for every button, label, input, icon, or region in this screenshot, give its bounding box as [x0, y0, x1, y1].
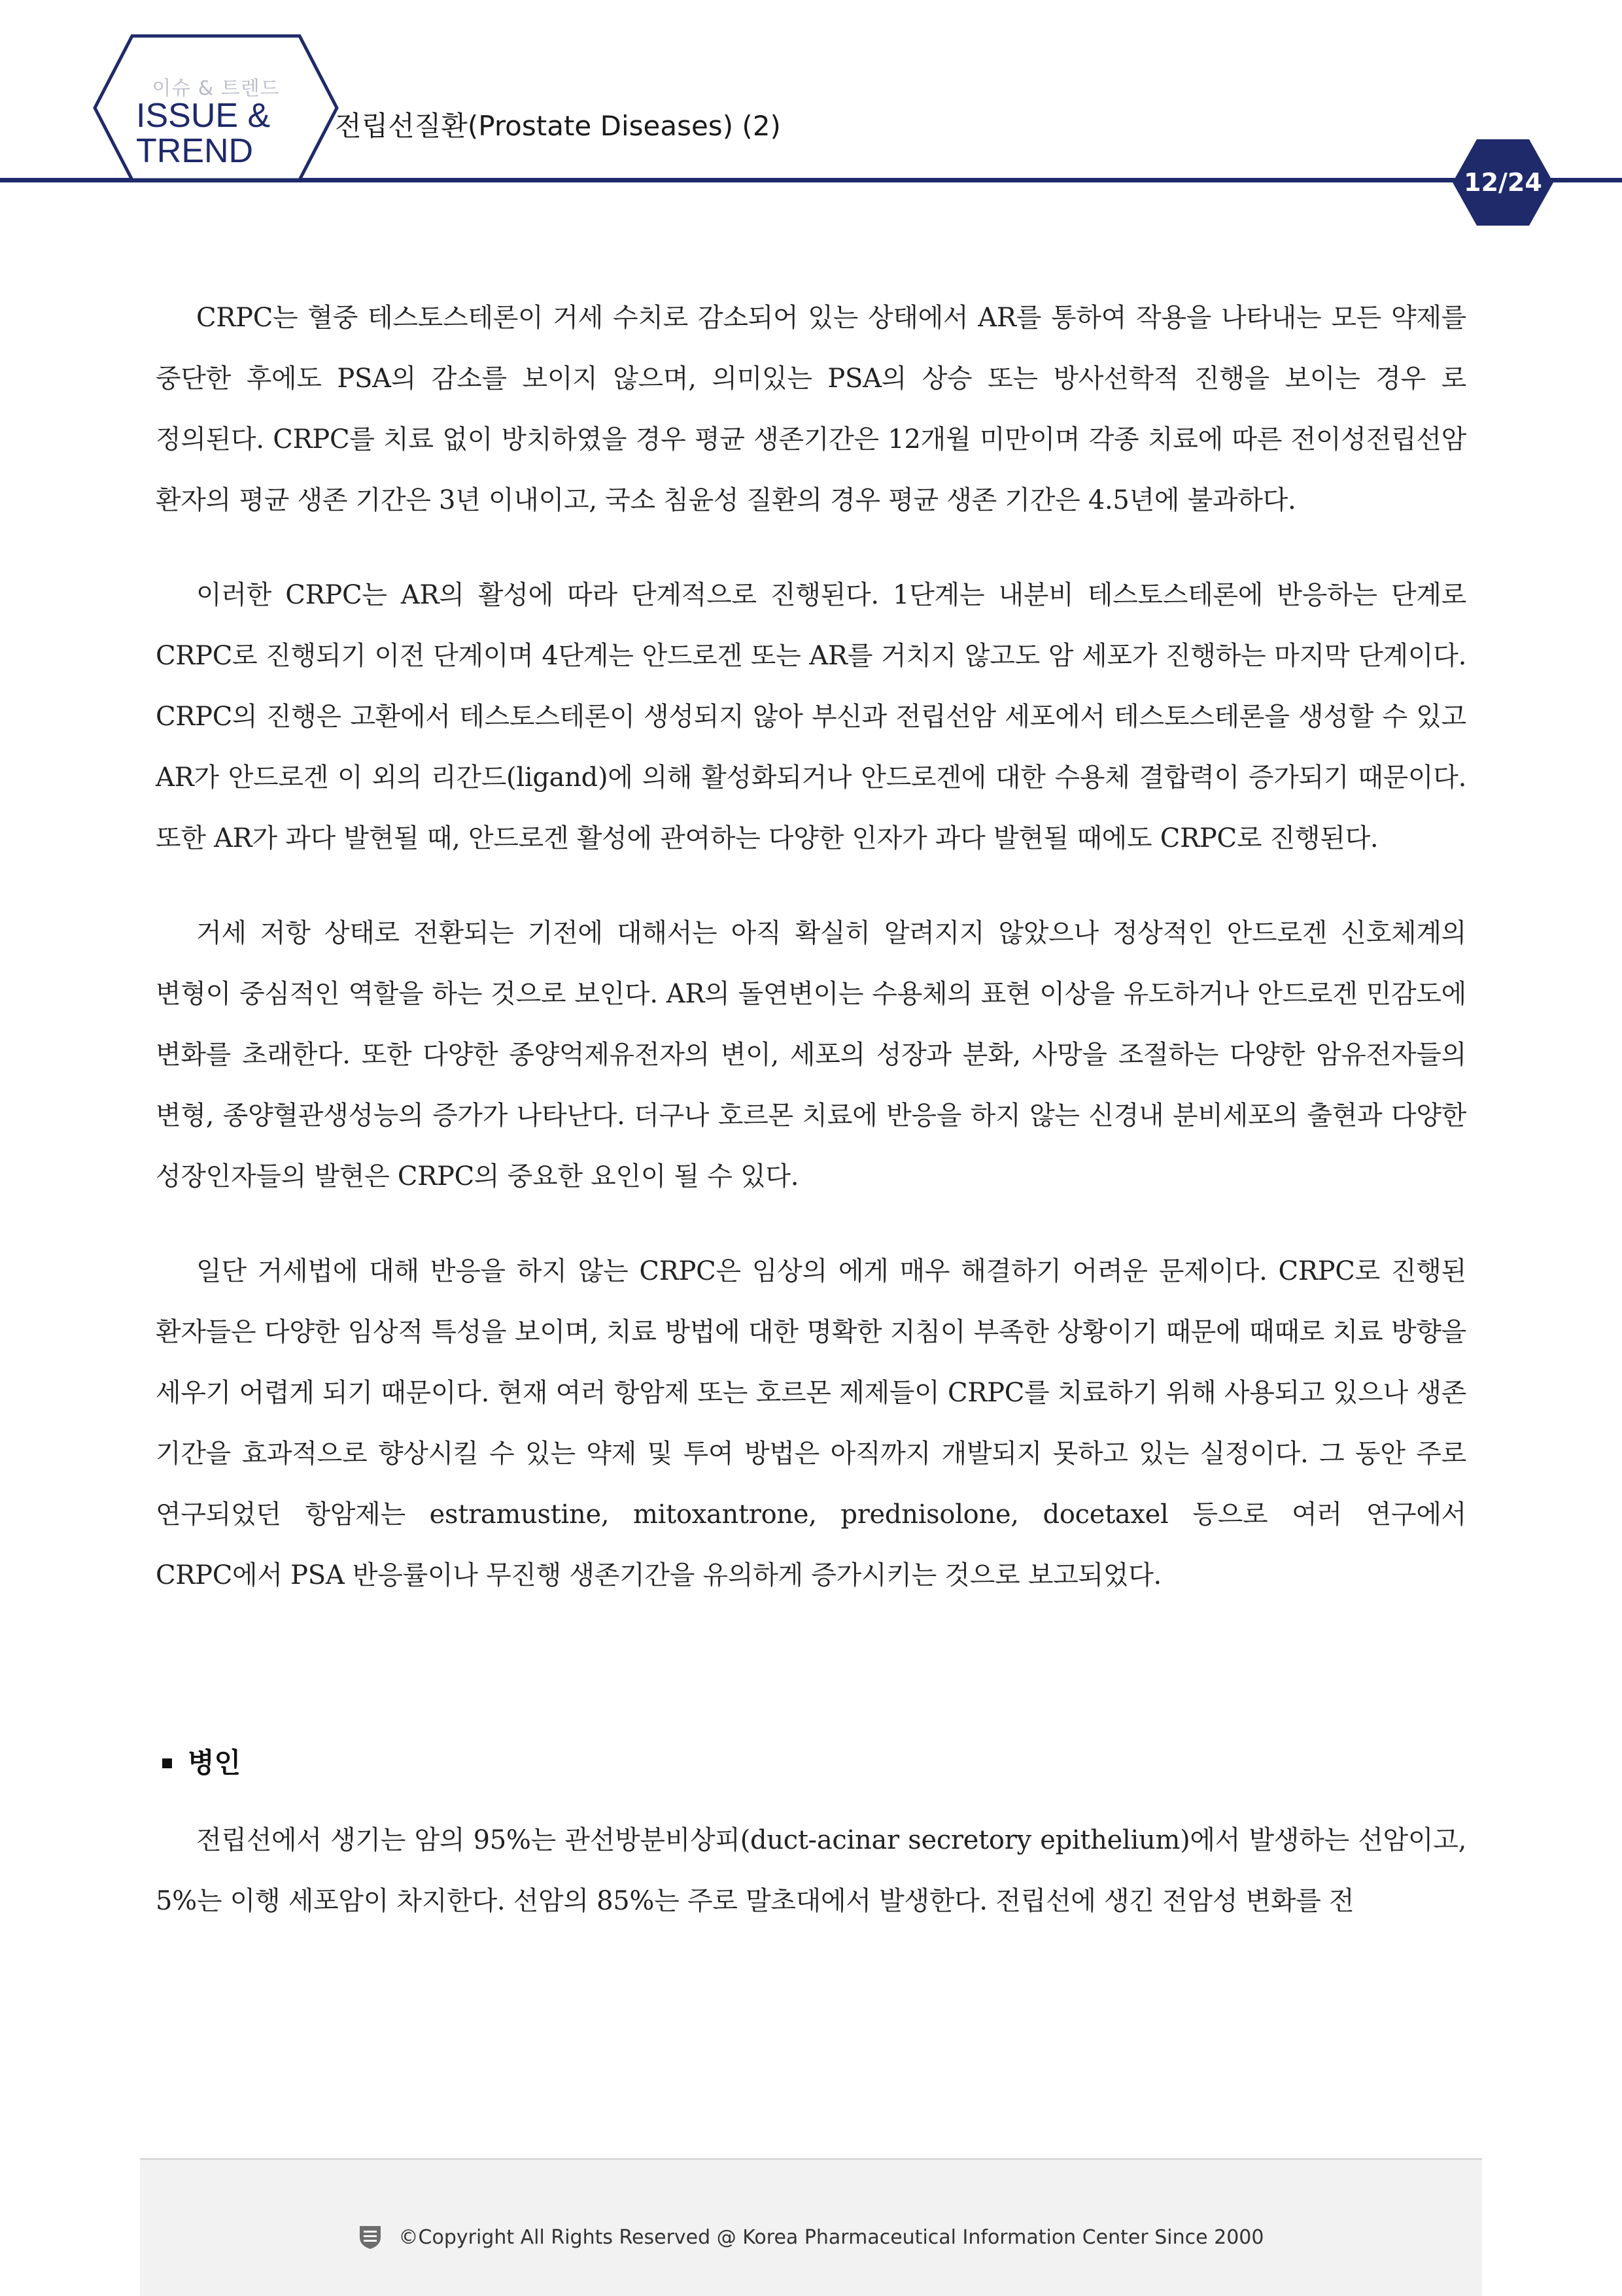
section-paragraph: 전립선에서 생기는 암의 95%는 관선방분비상피(duct-acinar secretory epithelium)에서 발생하는 선암이고, 5%는 이행 세포암이 차지한다. 선암의 85%는 주로 말초대에서 발생한다. 전립선에 생긴 전암성 변화를 전	[156, 1825, 1466, 1916]
paragraph-2: 이러한 CRPC는 AR의 활성에 따라 단계적으로 진행된다. 1단계는 내분비 테스토스테론에 반응하는 단계로 CRPC로 진행되기 이전 단계이며 4단계는 안드로겐 또는 AR를 거치지 않고도 암 세포가 진행하는 마지막 단계이다. CRPC의 진행은 고환에서 테스토스테론이 생성되지 않아 부신과 전립선암 세포에서 테스토스테론을 생성할 수 있고 AR가 안드로겐 이 외의 리간드(ligand)에 의해 활성화되거나 안드로겐에 대한 수용체 결합력이 증가되기 때문이다. 또한 AR가 과다 발현될 때, 안드로겐 활성에 관여하는 다양한 인자가 과다 발현될 때에도 CRPC로 진행된다.	[156, 580, 1466, 853]
page-number-badge	[1451, 137, 1555, 228]
badge-subtitle: 이슈 & 트렌드	[152, 77, 280, 100]
square-bullet-icon	[162, 1758, 172, 1768]
paragraph-3: 거세 저항 상태로 전환되는 기전에 대해서는 아직 확실히 알려지지 않았으나 정상적인 안드로겐 신호체계의 변형이 중심적인 역할을 하는 것으로 보인다. AR의 돌연변이는 수용체의 표현 이상을 유도하거나 안드로겐 민감도에 변화를 초래한다. 또한 다양한 종양억제유전자의 변이, 세포의 성장과 분화, 사망을 조절하는 다양한 암유전자들의 변형, 종양혈관생성능의 증가가 나타난다. 더구나 호르몬 치료에 반응을 하지 않는 신경내 분비세포의 출현과 다양한 성장인자들의 발현은 CRPC의 중요한 요인이 될 수 있다.	[156, 918, 1466, 1191]
badge-title-line1: ISSUE &	[136, 97, 271, 135]
page-number: 12/24	[1464, 168, 1542, 197]
section-heading	[156, 1743, 1466, 1783]
article-body	[156, 288, 1466, 1966]
issue-trend-badge	[92, 33, 340, 183]
shield-logo-icon	[358, 2224, 382, 2250]
copyright-text: ©Copyright All Rights Reserved @ Korea Pharmaceutical Information Center Since 2000	[398, 2225, 1264, 2249]
badge-title-line2: TREND	[136, 132, 254, 170]
footer-content	[140, 2224, 1482, 2250]
paragraph-4: 일단 거세법에 대해 반응을 하지 않는 CRPC은 임상의 에게 매우 해결하기 어려운 문제이다. CRPC로 진행된 환자들은 다양한 임상적 특성을 보이며, 치료 방법에 대한 명확한 지침이 부족한 상황이기 때문에 때때로 치료 방향을 세우기 어렵게 되기 때문이다. 현재 여러 항암제 또는 호르몬 제제들이 CRPC를 치료하기 위해 사용되고 있으나 생존 기간을 효과적으로 향상시킬 수 있는 약제 및 투여 방법은 아직까지 개발되지 못하고 있는 실정이다. 그 동안 주로 연구되었던 항암제는 estramustine, mitoxantrone, prednisolone, docetaxel 등으로 여러 연구에서 CRPC에서 PSA 반응률이나 무진행 생존기간을 유의하게 증가시키는 것으로 보고되었다.	[156, 1256, 1466, 1590]
badge-title	[131, 98, 306, 169]
page-title: 전립선질환(Prostate Diseases) (2)	[335, 110, 781, 142]
section-heading-text: 병인	[188, 1747, 241, 1779]
paragraph-1: CRPC는 혈중 테스토스테론이 거세 수치로 감소되어 있는 상태에서 AR를 통하여 작용을 나타내는 모든 약제를 중단한 후에도 PSA의 감소를 보이지 않으며, 의미있는 PSA의 상승 또는 방사선학적 진행을 보이는 경우 로 정의된다. CRPC를 치료 없이 방치하였을 경우 평균 생존기간은 12개월 미만이며 각종 치료에 따른 전이성전립선암 환자의 평균 생존 기간은 3년 이내이고, 국소 침윤성 질환의 경우 평균 생존 기간은 4.5년에 불과하다.	[156, 303, 1466, 515]
footer	[140, 2158, 1482, 2296]
